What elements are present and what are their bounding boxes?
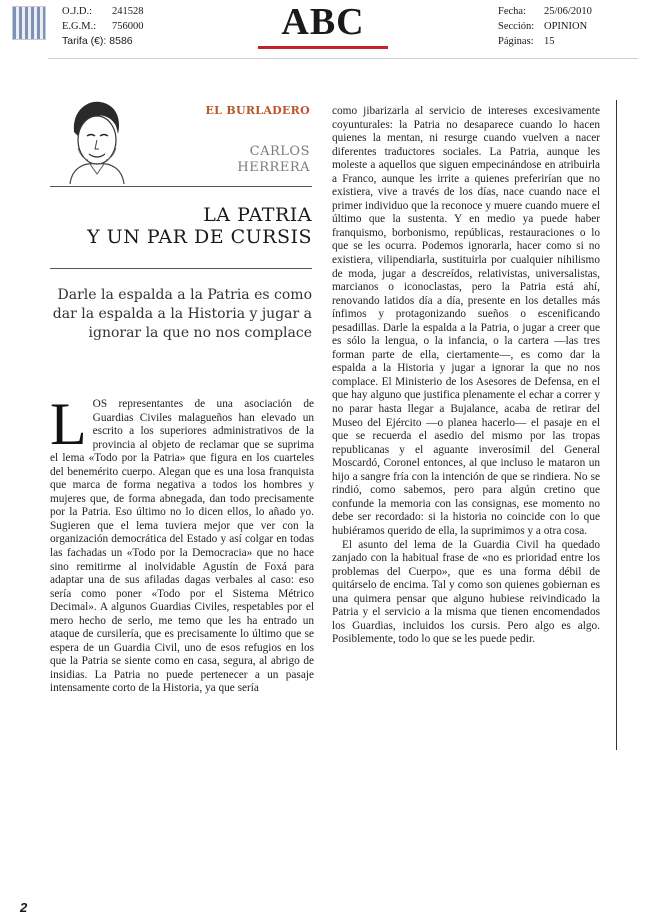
paragraph: El asunto del lema de la Guardia Civil ha quedado zanjado con la habitual frase de «no es prioridad entre los problemas del Cuerpo», que es una forma débil de quitárselo de encima. Tal y como son quienes gobiernan es una quimera pensar que alguno hubiese reivindicado la Patria y el servicio a la misma que tienen encomendados los Guardias, incluidos los cursis. Pero algo es algo. Posiblemente, todo lo que se les puede pedir. (332, 538, 600, 646)
headline-divider (50, 268, 312, 269)
page-number: 2 (20, 900, 28, 915)
paragraph: como jibarizarla al servicio de intereses excesivamente coyunturales: la Patria no desaparece cuando lo hacen quienes la mentan, ni resurge cuando vuelven a nacer diferentes traductores sociales. La Patria, aunque les moleste a aquellos que siguen empecinándose en atribuirla a Franco, aunque les irrite a quienes preferirían que no existiera, vive a través de los días, nace cuando nace el primer individuo que la reconoce y muere cuando muere el último que la sustenta. Y en medio ya puede haber franquismo, borbonismo, repúblicas, restauraciones o lo que se les ocurra. Podemos ignorarla, hacer como si no existiera, vilipendiarla, sustituirla por cualquier nihilismo de moda, jugar a descreídos, relativistas, universalistas, marcianos o iconoclastas, pero la Patria está ahí, renovando latidos día a día, presente en los detalles más ínfimos y protagonizando sueños o escenificando pesadillas. Darle la espalda a la Patria, o jugar a creer que es sólo la lengua, o la infancia, o la cartera —las tres forman parte de ella, ciertamente—, es como dar la espalda a la Historia y jugar a ignorar la que no nos complace. El Ministerio de los Asesores de Defensa, en el que hay alguno que justifica plenamente el echar a correr y no parar hasta llegar a Bujalance, acaba de retirar del Museo del Ejército —o planea hacerlo— el pasaje en el que se recuerda el asedio del mismo por las tropas republicanas y el aguante inverosímil del General Moscardó, Coronel entonces, al que incluso le mataron un hijo a sangre fría con la intención de que se rindiera. No se rindió, como sabemos, pero para algún cretino que confunde la memoria con las consignas, ese momento no debe ser recordado: si la historia no coincide con lo que hubiéramos querido de ella, la suprimimos y a otra cosa. (332, 105, 600, 537)
author-portrait (60, 96, 132, 184)
article-column-2 (332, 105, 600, 647)
header-divider (48, 58, 638, 59)
paragraph (50, 391, 314, 696)
tarifa: Tarifa (€): 8586 (62, 35, 133, 47)
author-name (150, 144, 310, 176)
author-last-name: HERRERA (237, 160, 310, 175)
egm-value: 756000 (112, 21, 144, 32)
fecha-label: Fecha: (498, 6, 526, 17)
seccion-label: Sección: (498, 21, 535, 32)
ojd-value: 241528 (112, 6, 144, 17)
author-first-name: CARLOS (249, 144, 310, 159)
paginas-label: Páginas: (498, 36, 534, 47)
paragraph-text: OS representantes de una asociación de Guardias Civiles malagueños han elevado un escrito a los superiores administrativos de la provincia al objeto de reclamar que se suprima el lema «Todo por la Patria» que figura en los cuarteles del benemérito cuerpo. Alegan que es una losa franquista que marca de forma negativa a todos los hombres y mujeres que, de forma abnegada, dan todo precisamente por la Patria. Eso último no lo dicen ellos, lo añado yo. Sugieren que el lema tuviera mejor que ver con la organización democrática del Estado y así colgar en todas las fachadas un «Todo por la Democracia» que no hace sino remitirme al inolvidable Agustín de Foxá para adaptar una de sus afiladas dagas verbales al caso: eso sería como poner «Todo por el Sistema Métrico Decimal». A algunos Guardias Civiles, respetables por el mero hecho de serlo, me temo que les ha entrado un ataque de cursilería, que es precisamente lo último que se espera de un Guardia Civil, uno de esos refugios en los que la Patria se siente como en casa, segura, al abrigo de insidias. La Patria no puede pertenecer a un pasaje intensamente corto de la Historia, ya que sería (50, 398, 314, 695)
seccion-value: OPINION (544, 21, 588, 32)
column-name: EL BURLADERO (205, 104, 310, 117)
drop-cap: L (50, 391, 87, 457)
newspaper-logo: ABC (281, 1, 365, 43)
author-divider (50, 186, 312, 187)
headline (50, 204, 312, 248)
article-column-1 (50, 391, 314, 696)
egm-label: E.G.M.: (62, 21, 97, 32)
press-metadata-right (498, 4, 592, 49)
column-divider (616, 100, 617, 750)
headline-line-1: LA PATRIA (203, 204, 312, 226)
fecha-value: 25/06/2010 (544, 6, 592, 17)
headline-line-2: Y UN PAR DE CURSIS (87, 226, 312, 248)
press-metadata-left (62, 4, 144, 49)
logo-underline (258, 46, 388, 49)
ojd-label: O.J.D.: (62, 6, 93, 17)
paginas-value: 15 (544, 36, 555, 47)
barcode-stamp (12, 6, 46, 40)
subheadline: Darle la espalda a la Patria es como dar la espalda a la Historia y jugar a ignorar la que no nos complace (52, 287, 312, 341)
